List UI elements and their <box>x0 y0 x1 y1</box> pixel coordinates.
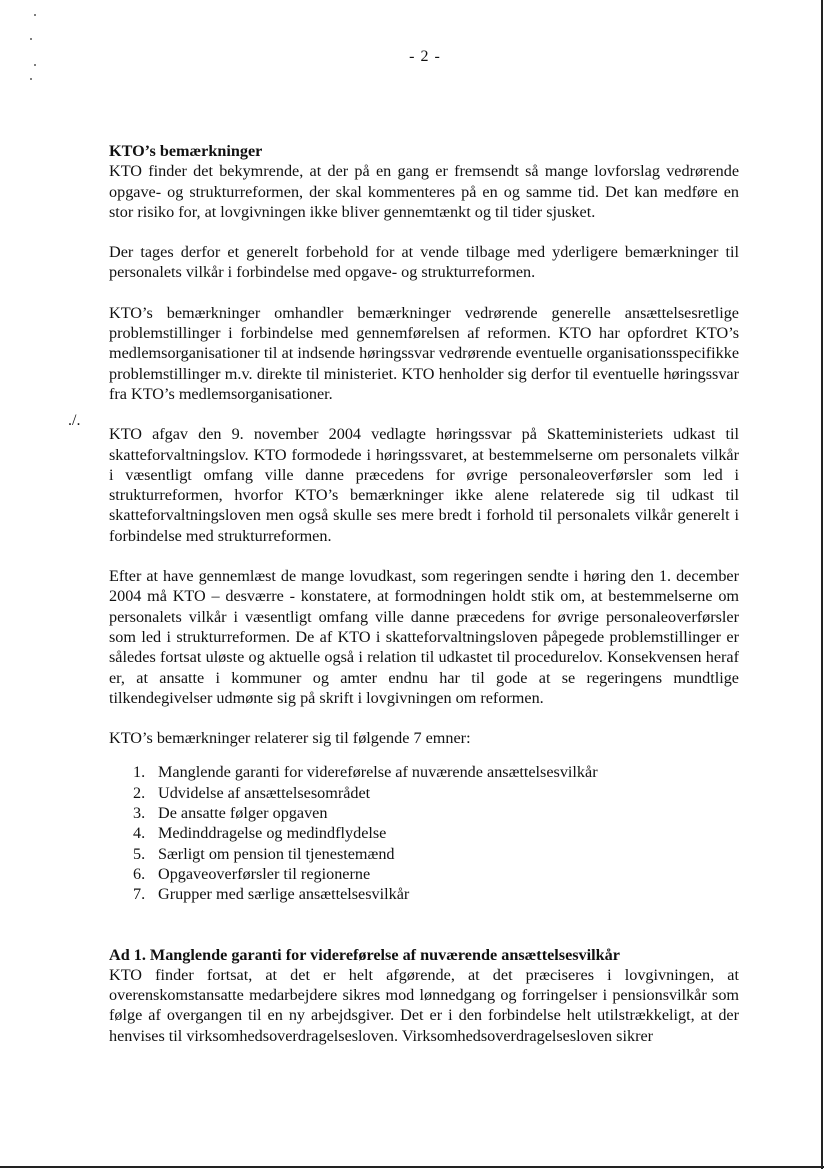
list-item <box>109 803 739 823</box>
paragraph: KTO finder fortsat, at det er helt afgørende, at det præciseres i lovgivningen, at overenskomstansatte medarbejdere sikres mod lønnedgang og forringelser i pensionsvilkår som følge af overgangen til en ny arbejdsgiver. Det er i den forbindelse helt utilstrækkeligt, at der henvises til virksomhedsoverdragelsesloven. Virksomhedsoverdragelsesloven sikrer <box>109 965 739 1045</box>
scan-speck <box>34 14 36 16</box>
list-item-label: Grupper med særlige ansættelsesvilkår <box>158 885 410 904</box>
topics-list <box>109 762 739 904</box>
list-item <box>109 783 739 803</box>
page-number: - 2 - <box>409 48 441 65</box>
enclosure-mark: ./. <box>68 412 81 429</box>
list-item-label: Medinddragelse og medindflydelse <box>158 824 387 843</box>
list-item-label: Udvidelse af ansættelsesområdet <box>158 783 371 802</box>
list-item-number: 4. <box>133 824 146 843</box>
paragraph: Efter at have gennemlæst de mange lovudkast, som regeringen sendte i høring den 1. december 2004 må KTO – desværre - konstatere, at formodningen holdt stik om, at bestemmelserne om personalets vilkår i væsentligt omfang ville danne præcedens for øvrige personaleoverførsler som led i strukturreformen. De af KTO i skatteforvaltningsloven påpegede problemstillinger er således fortsat uløste og aktuelle også i relation til udkastet til procedurelov. Konsekvensen heraf er, at ansatte i kommuner og amter endnu har til gode at se regeringens mundtlige tilkendegivelser udmønte sig på skrift i lovgivningen om reformen. <box>109 567 739 707</box>
scan-speck <box>34 64 36 66</box>
scan-edge-bottom <box>0 1166 824 1168</box>
paragraph: KTO’s bemærkninger omhandler bemærkninger vedrørende generelle ansættelsesretlige problemstillinger i forbindelse med gennemførelsen af reformen. KTO har opfordret KTO’s medlemsorganisationer til at indsende høringssvar vedrørende eventuelle organisationsspecifikke problemstillinger m.v. direkte til ministeriet. KTO henholder sig derfor til eventuelle høringssvar fra KTO’s medlemsorganisationer. <box>109 303 739 403</box>
list-item <box>109 762 739 782</box>
scan-speck <box>30 78 32 80</box>
list-item <box>109 844 739 864</box>
list-item <box>109 823 739 843</box>
paragraph: KTO finder det bekymrende, at der på en gang er fremsendt så mange lovforslag vedrørende opgave- og strukturreformen, der skal kommenteres på en og samme tid. Det kan medføre en stor risiko for, at lovgivningen ikke bliver gennemtænkt og til tider sjusket. <box>109 162 739 221</box>
list-item-number: 5. <box>133 844 146 863</box>
paragraph: Der tages derfor et generelt forbehold for at vende tilbage med yderligere bemærkninger til personalets vilkår i forbindelse med opgave- og strukturreformen. <box>109 243 739 282</box>
list-item-label: Manglende garanti for videreførelse af nuværende ansættelsesvilkår <box>158 763 598 782</box>
list-item-label: Opgaveoverførsler til regionerne <box>158 864 371 883</box>
list-item-label: De ansatte følger opgaven <box>158 804 328 823</box>
section-heading-kto-remarks: KTO’s bemærkninger <box>109 142 263 160</box>
list-item <box>109 884 739 904</box>
scan-speck <box>30 38 32 40</box>
list-item-number: 2. <box>133 783 146 802</box>
section-heading-ad1: Ad 1. Manglende garanti for videreførelse af nuværende ansættelsesvilkår <box>109 945 620 964</box>
paragraph-topics-intro: KTO’s bemærkninger relaterer sig til følgende 7 emner: <box>109 729 471 748</box>
list-item-number: 1. <box>133 763 146 782</box>
list-item-number: 3. <box>133 804 146 823</box>
list-item-label: Særligt om pension til tjenestemænd <box>158 844 395 863</box>
list-item-number: 6. <box>133 864 146 883</box>
scan-edge-right <box>821 0 823 1169</box>
list-item <box>109 864 739 884</box>
document-body <box>109 141 739 1046</box>
list-item-number: 7. <box>133 885 146 904</box>
paragraph: KTO afgav den 9. november 2004 vedlagte høringssvar på Skatteministeriets udkast til skatteforvaltningslov. KTO formodede i høringssvaret, at bestemmelserne om personalets vilkår i væsentligt omfang ville danne præcedens for øvrige personaleoverførsler som led i strukturreformen, hvorfor KTO’s bemærkninger ikke alene relaterede sig til udkast til skatteforvaltningsloven men også skulle ses mere bredt i forhold til personalets vilkår generelt i forbindelse med strukturreformen. <box>109 425 739 545</box>
